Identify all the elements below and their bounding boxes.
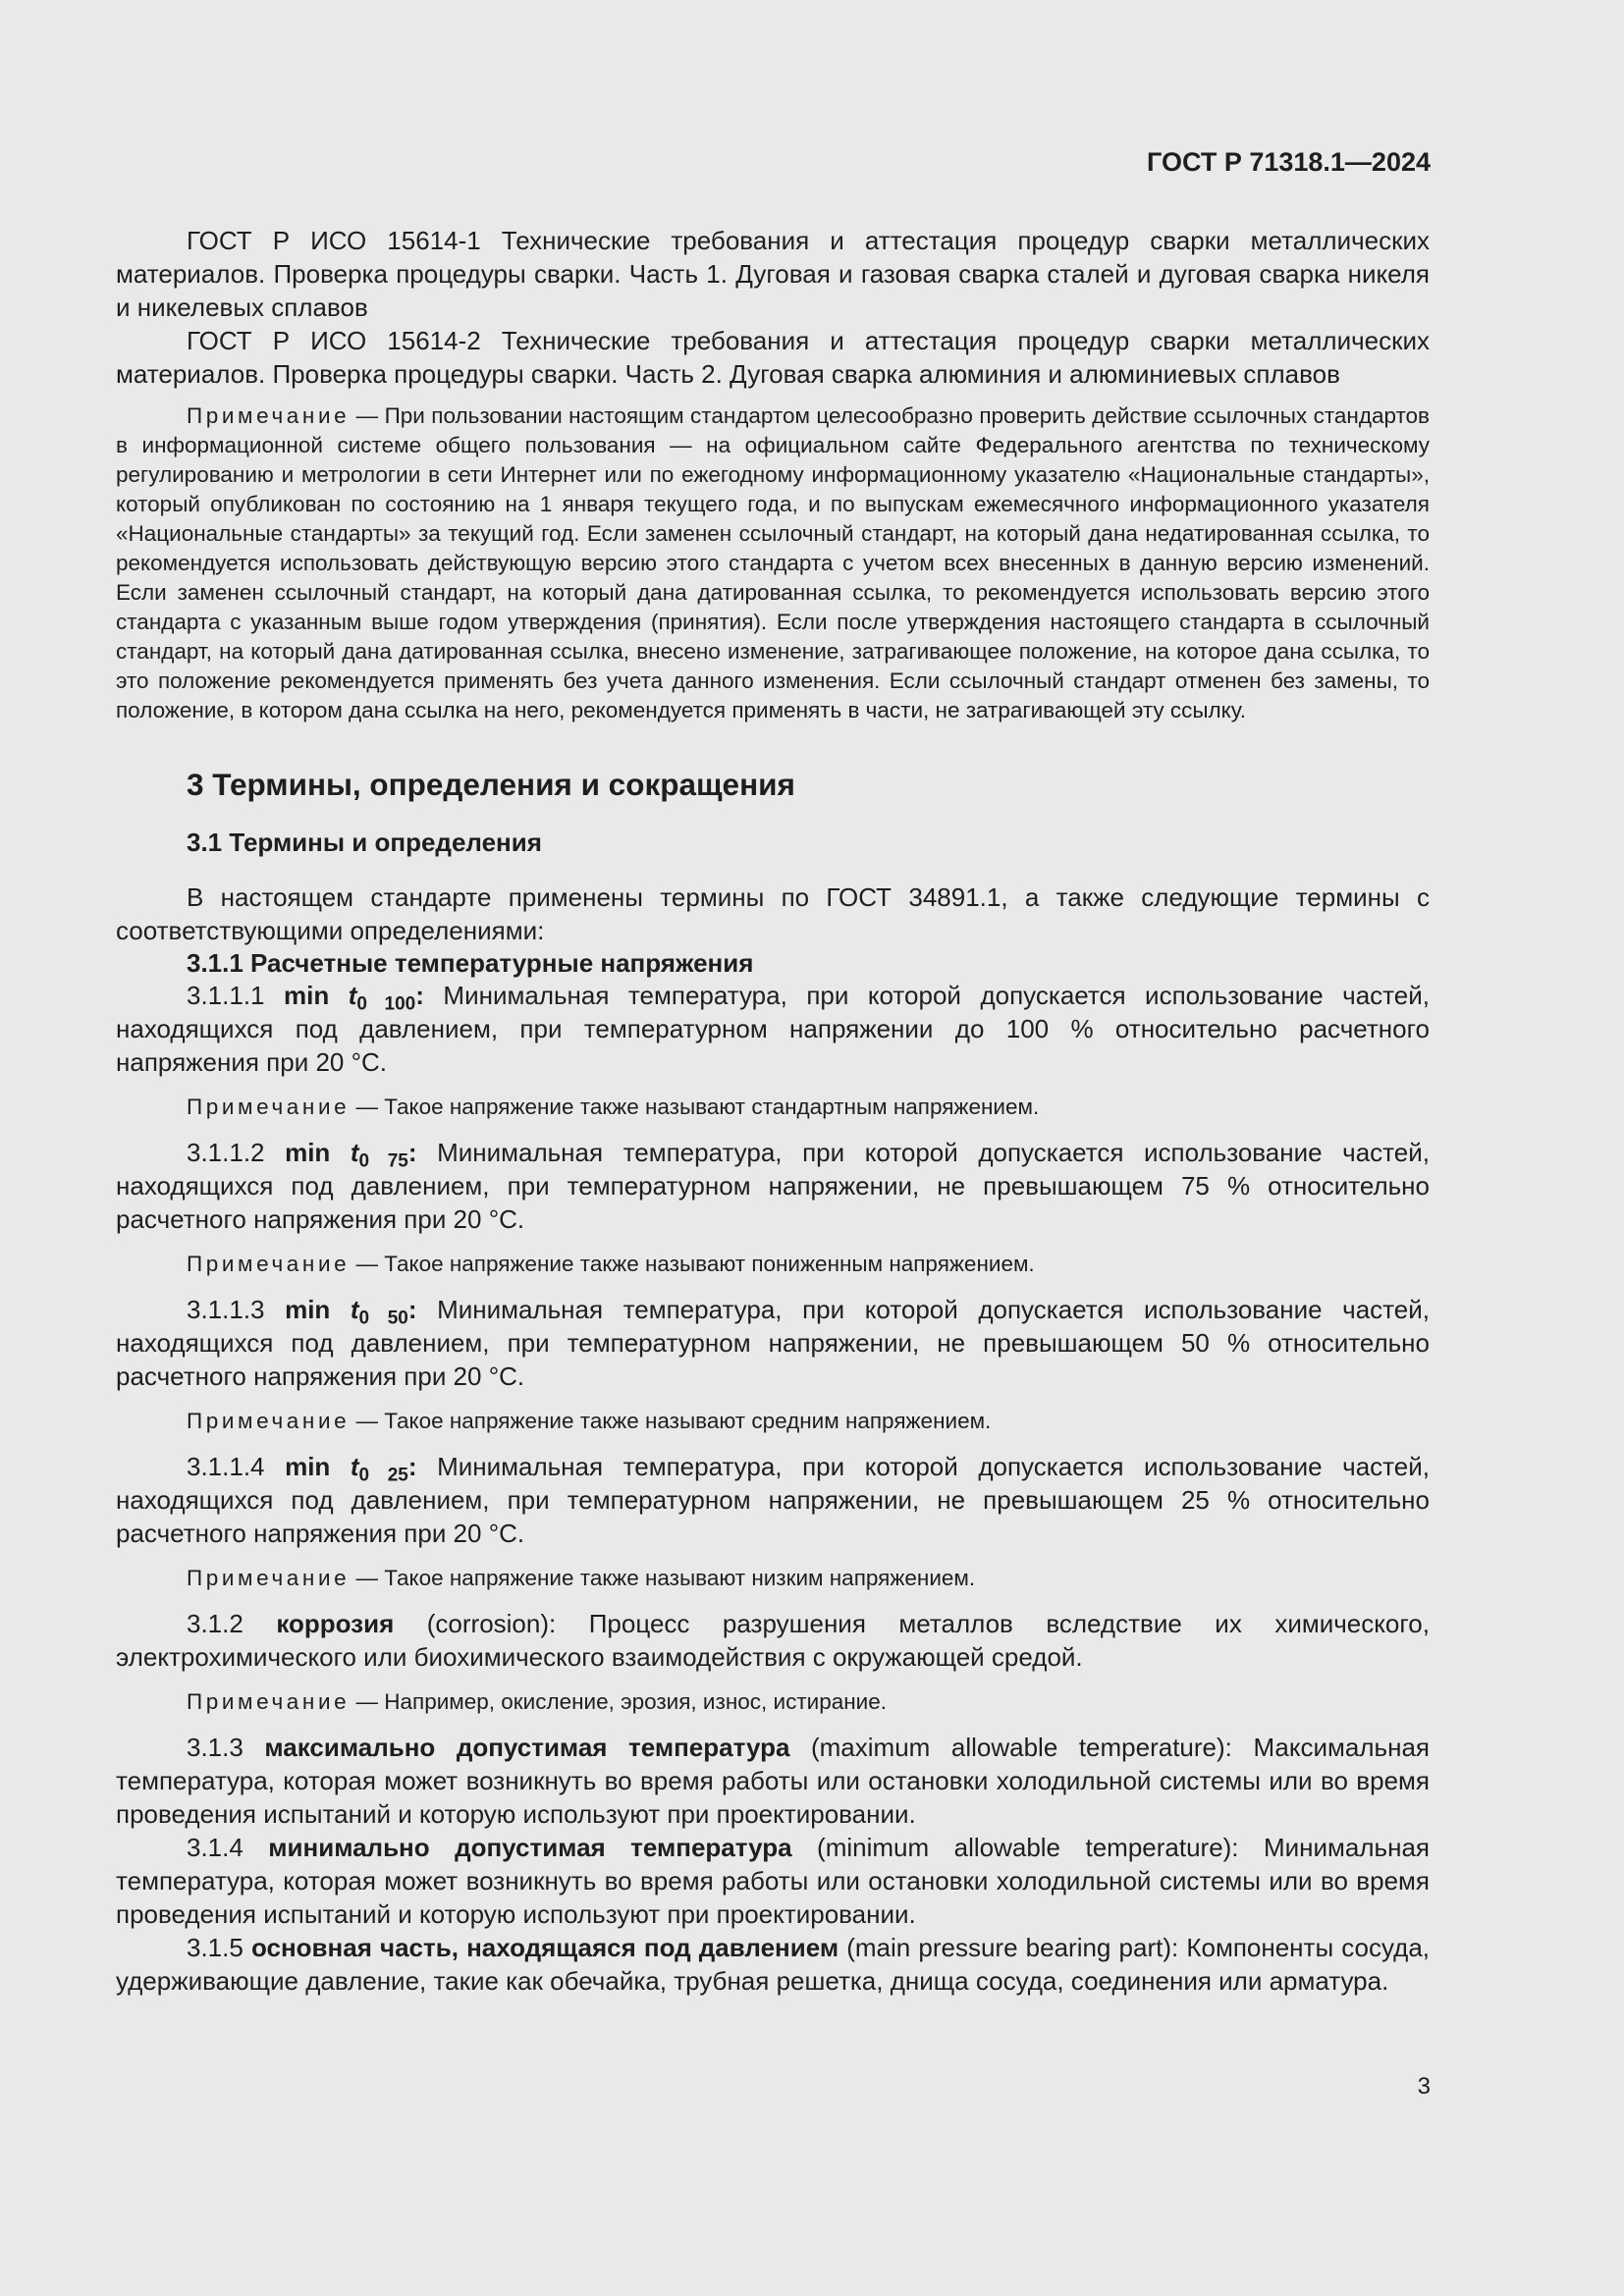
term-number: 3.1.1.3 xyxy=(187,1295,265,1324)
term-subscript: 0 75 xyxy=(358,1150,408,1172)
term-definition: (maximum allowable temperature): Максимальная температура, которая может возникнуть во время работы или остановки холодильной системы или во время проведения испытаний и которую используют при проектировании. xyxy=(116,1733,1430,1829)
term-colon: : xyxy=(407,1138,417,1167)
term-entry xyxy=(116,1731,1430,1831)
term-name: min xyxy=(285,1138,351,1167)
subsection-heading: 3.1 Термины и определения xyxy=(187,828,542,857)
term-symbol: t xyxy=(348,981,357,1010)
term-entry xyxy=(116,979,1430,1079)
term-number: 3.1.3 xyxy=(187,1733,244,1762)
note-label: Примечание xyxy=(187,1095,351,1119)
term-number: 3.1.1.2 xyxy=(187,1138,265,1167)
term-number: 3.1.4 xyxy=(187,1833,244,1862)
term-note xyxy=(116,1687,1430,1717)
term-number: 3.1.1.4 xyxy=(187,1452,265,1481)
term-entry xyxy=(116,1450,1430,1550)
term-note xyxy=(116,1564,1430,1593)
term-number: 3.1.1.1 xyxy=(187,981,265,1010)
note-text: — Например, окисление, эрозия, износ, истирание. xyxy=(355,1689,887,1714)
term-note xyxy=(116,1093,1430,1122)
term-name: основная часть, находящаяся под давлением xyxy=(250,1933,839,1962)
page-content xyxy=(116,224,1430,1998)
term-name: min xyxy=(284,981,349,1010)
term-definition: (main pressure bearing part): Компоненты сосуда, удерживающие давление, такие как обечайка, трубная решетка, днища сосуда, соединения или арматура. xyxy=(116,1933,1431,1996)
reference-entry: ГОСТ Р ИСО 15614-2 Технические требования и аттестация процедур сварки металлических материалов. Проверка процедуры сварки. Часть 2. Дуговая сварка алюминия и алюминиевых сплавов xyxy=(116,326,1430,389)
term-entry xyxy=(116,1293,1430,1393)
term-subscript: 0 100 xyxy=(356,993,416,1015)
term-name: min xyxy=(285,1452,351,1481)
reference-note xyxy=(116,401,1430,725)
term-definition: (corrosion): Процесс разрушения металлов вследствие их химического, электрохимического или биохимического взаимодействия с окружающей средой. xyxy=(116,1609,1430,1672)
note-label: Примечание xyxy=(187,1252,351,1276)
term-name: min xyxy=(285,1295,351,1324)
note-text: — Такое напряжение также называют пониженным напряжением. xyxy=(355,1252,1035,1276)
term-definition: (minimum allowable temperature): Минимальная температура, которая может возникнуть во время работы или остановки холодильной системы или во время проведения испытаний и которую используют при проектировании. xyxy=(116,1833,1431,1929)
terms-intro: В настоящем стандарте применены термины по ГОСТ 34891.1, а также следующие термины с соответствующими определениями: xyxy=(116,882,1430,945)
term-number: 3.1.5 xyxy=(187,1933,244,1962)
document-code: ГОСТ Р 71318.1—2024 xyxy=(1147,147,1431,177)
note-label: Примечание xyxy=(187,403,351,428)
term-name: максимально допустимая температура xyxy=(264,1733,790,1762)
term-definition: Минимальная температура, при которой допускается использование частей, находящихся под давлением, при температурном напряжении, не превышающем 75 % относительно расчетного напряжения при 20 °С. xyxy=(116,1138,1430,1234)
term-entry xyxy=(116,1136,1430,1236)
term-name: минимально допустимая температура xyxy=(268,1833,792,1862)
term-entry xyxy=(116,1931,1430,1998)
page-number: 3 xyxy=(1417,2073,1431,2100)
term-definition: Минимальная температура, при которой допускается использование частей, находящихся под давлением, при температурном напряжении, не превышающем 50 % относительно расчетного напряжения при 20 °С. xyxy=(116,1295,1430,1391)
note-label: Примечание xyxy=(187,1409,351,1433)
term-note xyxy=(116,1250,1430,1279)
note-label: Примечание xyxy=(187,1566,351,1590)
note-text: — Такое напряжение также называют низким напряжением. xyxy=(355,1566,976,1590)
note-text: — При пользовании настоящим стандартом целесообразно проверить действие ссылочных стандартов в информационной системе общего пользования — на официальном сайте Федерального агентства по техническому регулированию и метрологии в сети Интернет или по ежегодному информационному указателю «Национальные стандарты», который опубликован по состоянию на 1 января текущего года, и по выпускам ежемесячного информационного указателя «Национальные стандарты» за текущий год. Если заменен ссылочный стандарт, на который дана недатированная ссылка, то рекомендуется использовать действующую версию этого стандарта с учетом всех внесенных в данную версию изменений. Если заменен ссылочный стандарт, на который дана датированная ссылка, то рекомендуется использовать версию этого стандарта с указанным выше годом утверждения (принятия). Если после утверждения настоящего стандарта в ссылочный стандарт, на который дана датированная ссылка, внесено изменение, затрагивающее положение, на которое дана ссылка, то это положение рекомендуется применять без учета данного изменения. Если ссылочный стандарт отменен без замены, то положение, в котором дана ссылка на него, рекомендуется применять в части, не затрагивающей эту ссылку. xyxy=(116,403,1430,722)
term-entry xyxy=(116,1831,1430,1931)
term-symbol: t xyxy=(350,1452,359,1481)
note-text: — Такое напряжение также называют средним напряжением. xyxy=(355,1409,992,1433)
term-definition: Минимальная температура, при которой допускается использование частей, находящихся под давлением, при температурном напряжении до 100 % относительно расчетного напряжения при 20 °С. xyxy=(116,981,1431,1077)
note-text: — Такое напряжение также называют стандартным напряжением. xyxy=(355,1095,1040,1119)
term-note xyxy=(116,1407,1430,1436)
term-definition: Минимальная температура, при которой допускается использование частей, находящихся под давлением, при температурном напряжении, не превышающем 25 % относительно расчетного напряжения при 20 °С. xyxy=(116,1452,1430,1548)
term-colon: : xyxy=(407,1295,417,1324)
term-number: 3.1.2 xyxy=(187,1609,244,1638)
term-colon: : xyxy=(415,981,424,1010)
subsubsection-heading: 3.1.1 Расчетные температурные напряжения xyxy=(187,948,754,978)
note-label: Примечание xyxy=(187,1689,351,1714)
term-colon: : xyxy=(407,1452,417,1481)
term-symbol: t xyxy=(350,1138,359,1167)
term-subscript: 0 25 xyxy=(358,1465,408,1486)
term-symbol: t xyxy=(350,1295,359,1324)
reference-entry: ГОСТ Р ИСО 15614-1 Технические требования и аттестация процедур сварки металлических материалов. Проверка процедуры сварки. Часть 1. Дуговая и газовая сварка сталей и дуговая сварка никеля и никелевых сплавов xyxy=(116,226,1430,322)
term-subscript: 0 50 xyxy=(358,1308,408,1329)
term-entry xyxy=(116,1607,1430,1674)
section-heading: 3 Термины, определения и сокращения xyxy=(187,767,795,802)
term-name: коррозия xyxy=(276,1609,395,1638)
